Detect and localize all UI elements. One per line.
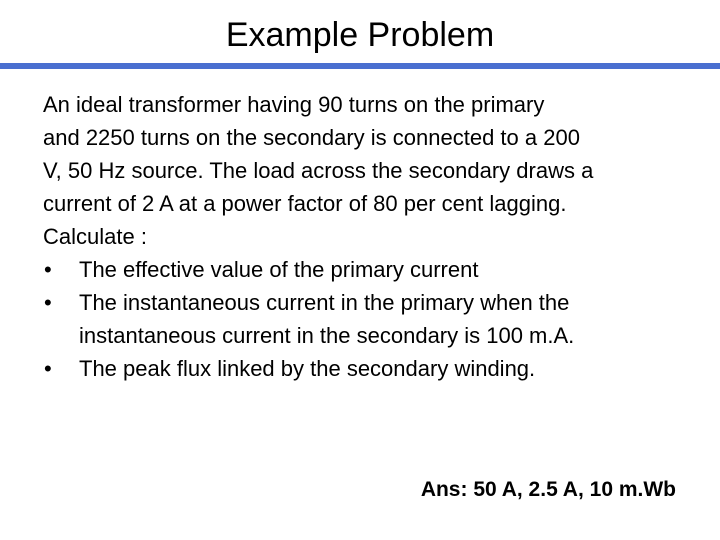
title-divider: [0, 63, 720, 69]
problem-body: [43, 88, 693, 385]
problem-line: current of 2 A at a power factor of 80 per cent lagging.: [43, 191, 567, 216]
problem-line: V, 50 Hz source. The load across the secondary draws a: [43, 158, 594, 183]
calculate-label: Calculate :: [43, 224, 147, 249]
bullet-icon: •: [44, 257, 52, 282]
question-item: [43, 352, 693, 385]
question-line: instantaneous current in the secondary is 100 m.A.: [79, 323, 575, 348]
question-item: [43, 286, 693, 352]
slide-title: Example Problem: [225, 16, 495, 54]
bullet-icon: •: [44, 290, 52, 315]
question-line: The peak flux linked by the secondary winding.: [79, 356, 536, 381]
problem-line: An ideal transformer having 90 turns on the primary: [43, 92, 545, 117]
bullet-icon: •: [44, 356, 52, 381]
problem-line: and 2250 turns on the secondary is connected to a 200: [43, 125, 580, 150]
question-line: The instantaneous current in the primary when the: [79, 290, 570, 315]
question-line: The effective value of the primary current: [79, 257, 479, 282]
question-item: [43, 253, 693, 286]
question-list: [43, 253, 693, 385]
answer-text: Ans: 50 A, 2.5 A, 10 m.Wb: [420, 478, 676, 501]
